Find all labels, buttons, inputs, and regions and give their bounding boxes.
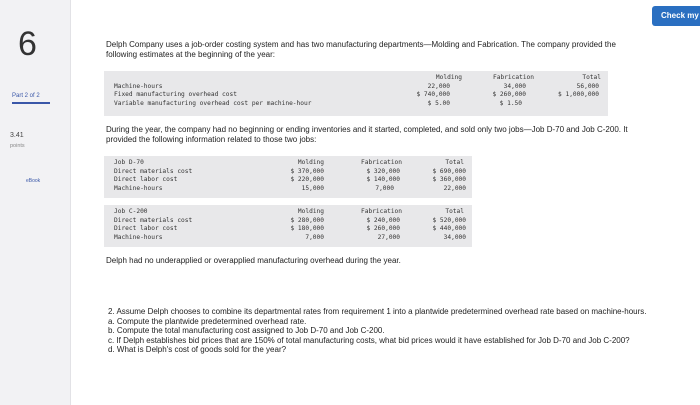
intro-text: Delph Company uses a job-order costing system and has two manufacturing departments—Molding and Fabrication. The company provided the following estimates at the beginning of the year: [106, 40, 616, 59]
table-row [104, 83, 608, 91]
question-main: 2. Assume Delph chooses to combine its departmental rates from requirement 1 into a plantwide predetermined overhead rate based on machine-hours. [108, 307, 647, 316]
question-2-block [108, 307, 688, 355]
cell-molding: $ 280,000 [290, 216, 324, 224]
question-sidebar [0, 0, 71, 405]
row-label: Machine-hours [114, 233, 163, 241]
row-label: Direct materials cost [114, 216, 193, 224]
cell-molding: $ 5.00 [427, 99, 450, 107]
column-header: Molding [435, 74, 462, 81]
cell-total: 56,000 [576, 82, 599, 90]
row-label: Fixed manufacturing overhead cost [114, 91, 237, 99]
table-row [104, 225, 472, 233]
cell-total: $ 440,000 [432, 225, 466, 233]
question-part-d: d. What is Delph's cost of goods sold for the year? [108, 345, 287, 354]
column-header: Fabrication [361, 159, 402, 166]
cell-total: 22,000 [443, 184, 466, 192]
row-label: Machine-hours [114, 184, 163, 192]
row-label: Variable manufacturing overhead cost per machine-hour [114, 99, 312, 107]
cell-fabrication: $ 260,000 [366, 225, 400, 233]
cell-molding: $ 220,000 [290, 176, 324, 184]
cell-fabrication: 27,000 [377, 233, 400, 241]
cell-fabrication: $ 140,000 [366, 176, 400, 184]
column-header: Total [445, 208, 464, 215]
table-header-row [104, 74, 608, 82]
cell-molding: 22,000 [427, 82, 450, 90]
points-label: points [10, 143, 25, 149]
cell-total: $ 1,000,000 [558, 91, 599, 99]
table-row [104, 185, 472, 193]
question-number: 6 [18, 25, 37, 63]
cell-molding: 7,000 [305, 233, 324, 241]
job-title: Job D-70 [114, 159, 144, 166]
check-my-work-button[interactable]: Check my [652, 6, 700, 26]
row-label: Direct materials cost [114, 167, 193, 175]
table-header-row [104, 159, 472, 167]
job-title: Job C-200 [114, 208, 148, 215]
cell-molding: $ 370,000 [290, 167, 324, 175]
row-label: Direct labor cost [114, 225, 178, 233]
cell-molding: 15,000 [301, 184, 324, 192]
table-row [104, 91, 608, 99]
estimates-table [104, 71, 608, 116]
column-header: Total [445, 159, 464, 166]
cell-fabrication: $ 1.50 [499, 99, 522, 107]
question-part-b: b. Compute the total manufacturing cost assigned to Job D-70 and Job C-200. [108, 326, 385, 335]
column-header: Total [582, 74, 601, 81]
ebook-link[interactable]: eBook [26, 178, 41, 184]
during-text: During the year, the company had no beginning or ending inventories and it started, completed, and sold only two jobs—Job D-70 and Job C-200. It provided the following information related to those two jobs: [106, 125, 628, 144]
cell-total: $ 360,000 [432, 176, 466, 184]
cell-total: $ 690,000 [432, 167, 466, 175]
cell-molding: $ 180,000 [290, 225, 324, 233]
column-header: Fabrication [493, 74, 534, 81]
cell-fabrication: $ 260,000 [492, 91, 526, 99]
cell-molding: $ 740,000 [416, 91, 450, 99]
table-row [104, 100, 608, 108]
row-label: Machine-hours [114, 82, 163, 90]
no-underapplied-text: Delph had no underapplied or overapplied manufacturing overhead during the year. [106, 256, 401, 265]
points-value: 3.41 [10, 132, 24, 139]
cell-total: 34,000 [443, 233, 466, 241]
table-row [104, 176, 472, 184]
table-header-row [104, 208, 472, 216]
job-c200-table [104, 205, 472, 247]
part-progress-bar [12, 102, 50, 104]
cell-fabrication: 34,000 [503, 82, 526, 90]
table-row [104, 234, 472, 242]
cell-fabrication: 7,000 [375, 184, 394, 192]
column-header: Molding [297, 208, 324, 215]
row-label: Direct labor cost [114, 176, 178, 184]
question-part-a: a. Compute the plantwide predetermined overhead rate. [108, 316, 307, 326]
cell-total: $ 520,000 [432, 216, 466, 224]
cell-fabrication: $ 320,000 [366, 167, 400, 175]
question-part-c: c. If Delph establishes bid prices that are 150% of total manufacturing costs, what bid prices would it have established for Job D-70 and Job C-200? [108, 335, 630, 345]
column-header: Fabrication [361, 208, 402, 215]
job-d70-table [104, 156, 472, 198]
table-row [104, 168, 472, 176]
table-row [104, 217, 472, 225]
part-indicator[interactable]: Part 2 of 2 [12, 93, 40, 99]
cell-fabrication: $ 240,000 [366, 216, 400, 224]
column-header: Molding [297, 159, 324, 166]
